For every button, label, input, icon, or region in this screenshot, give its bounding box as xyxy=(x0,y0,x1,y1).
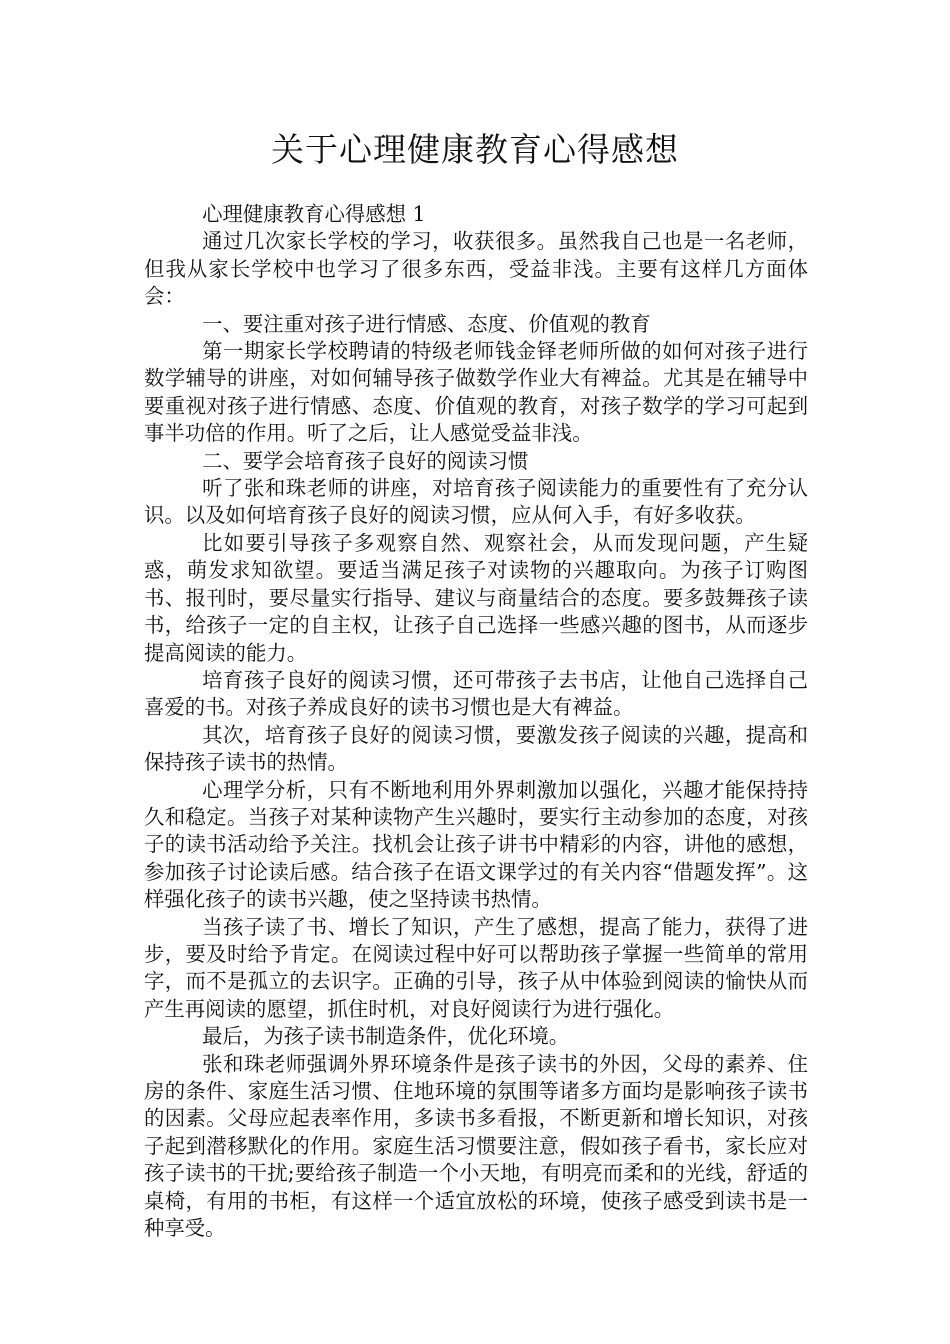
paragraph: 培育孩子良好的阅读习惯，还可带孩子去书店，让他自己选择自己喜爱的书。对孩子养成良好的读书习惯也是大有裨益。 xyxy=(144,667,808,720)
subheading: 二、要学会培育孩子良好的阅读习惯 xyxy=(202,448,529,473)
paragraph: 其次，培育孩子良好的阅读习惯，要激发孩子阅读的兴趣，提高和保持孩子读书的热情。 xyxy=(144,722,808,775)
paragraph: 当孩子读了书、增长了知识，产生了感想，提高了能力，获得了进步，要及时给予肯定。在阅读过程中好可以帮助孩子掌握一些简单的常用字，而不是孤立的去识字。正确的引导，孩子从中体验到阅读的愉快从而产生再阅读的愿望，抓住时机，对良好阅读行为进行强化。 xyxy=(144,914,808,1021)
paragraph: 心理学分析，只有不断地利用外界刺激加以强化，兴趣才能保持持久和稳定。当孩子对某种读物产生兴趣时，要实行主动参加的态度，对孩子的读书活动给予关注。找机会让孩子讲书中精彩的内容，讲他的感想，参加孩子讨论读后感。结合孩子在语文课学过的有关内容“借题发挥”。这样强化孩子的读书兴趣，使之坚持读书热情。 xyxy=(144,777,808,912)
paragraph: 听了张和珠老师的讲座，对培育孩子阅读能力的重要性有了充分认识。以及如何培育孩子良好的阅读习惯，应从何入手，有好多收获。 xyxy=(144,476,808,528)
paragraph: 张和珠老师强调外界环境条件是孩子读书的外因，父母的素养、住房的条件、家庭生活习惯、住地环境的氛围等诸多方面均是影响孩子读书的因素。父母应起表率作用，多读书多看报，不断更新和增长知识，对孩子起到潜移默化的作用。家庭生活习惯要注意，假如孩子看书，家长应对孩子读书的干扰;要给孩子制造一个小天地，有明亮而柔和的光线，舒适的桌椅，有用的书柜，有这样一个适宜放松的环境，使孩子感受到读书是一种享受。 xyxy=(144,1051,808,1241)
document-body xyxy=(144,201,808,1242)
section-heading: 心理健康教育心得感想 1 xyxy=(202,202,426,226)
paragraph: 最后，为孩子读书制造条件，优化环境。 xyxy=(202,1024,570,1049)
subheading: 一、要注重对孩子进行情感、态度、价值观的教育 xyxy=(202,311,651,336)
document-title: 关于心理健康教育心得感想 xyxy=(271,130,679,169)
paragraph: 第一期家长学校聘请的特级老师钱金铎老师所做的如何对孩子进行数学辅导的讲座，对如何辅导孩子做数学作业大有裨益。尤其是在辅导中要重视对孩子进行情感、态度、价值观的教育，对孩子数学的学习可起到事半功倍的作用。听了之后，让人感觉受益非浅。 xyxy=(144,339,808,446)
paragraph: 通过几次家长学校的学习，收获很多。虽然我自己也是一名老师，但我从家长学校中也学习了很多东西，受益非浅。主要有这样几方面体会： xyxy=(144,229,808,309)
paragraph: 比如要引导孩子多观察自然、观察社会，从而发现问题，产生疑惑，萌发求知欲望。要适当满足孩子对读物的兴趣取向。为孩子订购图书、报刊时，要尽量实行指导、建议与商量结合的态度。要多鼓舞孩子读书，给孩子一定的自主权，让孩子自己选择一些感兴趣的图书，从而逐步提高阅读的能力。 xyxy=(144,530,808,665)
